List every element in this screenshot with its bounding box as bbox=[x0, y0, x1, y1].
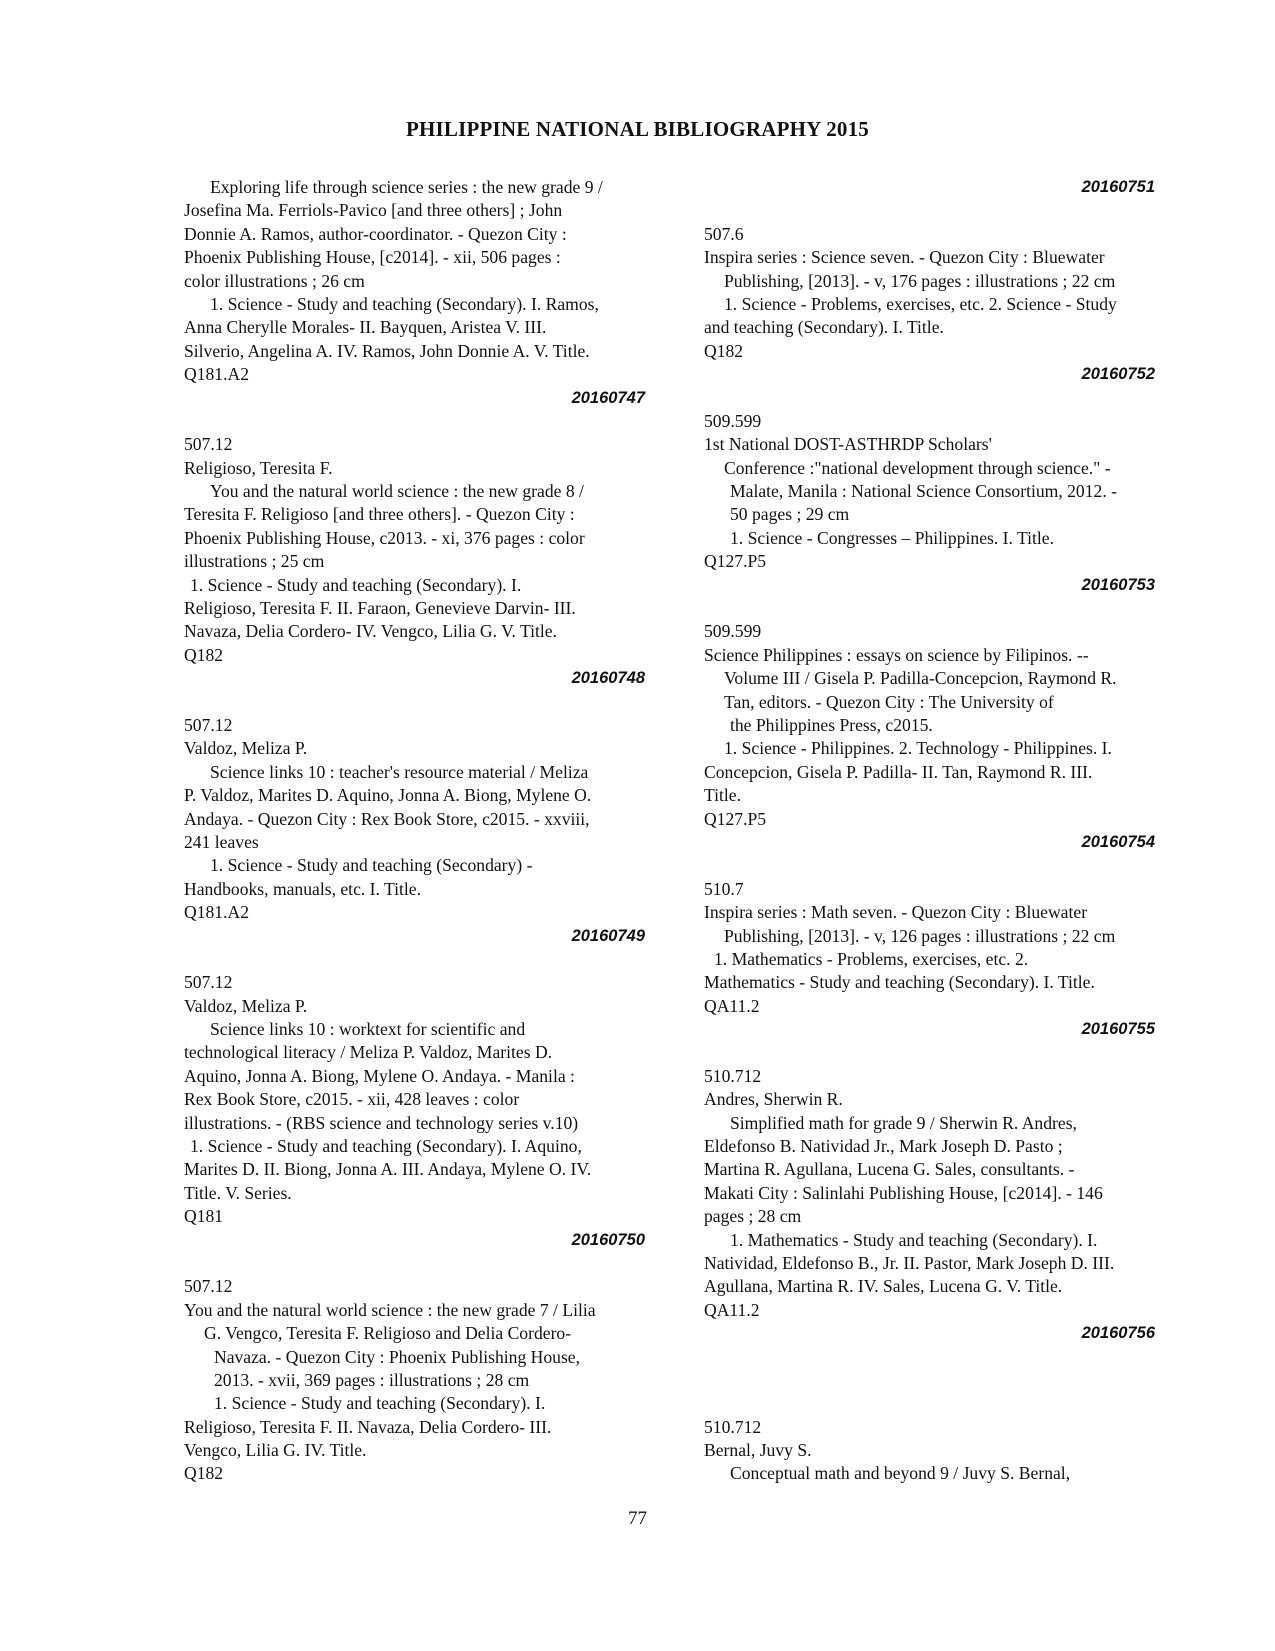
entry-text: Rex Book Store, c2015. - xii, 428 leaves : color bbox=[184, 1089, 520, 1110]
call-number: QA11.2 bbox=[704, 995, 760, 1016]
ddc-number: 509.599 bbox=[704, 621, 762, 642]
subject-text: 1. Science - Study and teaching (Secondary). I. Aquino, bbox=[190, 1136, 582, 1157]
bib-entry bbox=[184, 714, 676, 948]
entry-text: Malate, Manila : National Science Consortium, 2012. - bbox=[730, 481, 1117, 502]
subject-text: 1. Science - Study and teaching (Secondary). I. bbox=[214, 1393, 546, 1414]
subject-text: 1. Science - Problems, exercises, etc. 2. Science - Study bbox=[724, 293, 1117, 314]
subject-text: Religioso, Teresita F. II. Navaza, Delia Cordero- III. bbox=[184, 1416, 552, 1437]
entry-text: Eldefonso B. Natividad Jr., Mark Joseph D. Pasto ; bbox=[704, 1136, 1063, 1157]
entry-text: You and the natural world science : the new grade 7 / Lilia bbox=[184, 1299, 596, 1320]
entry-text: Conceptual math and beyond 9 / Juvy S. Bernal, bbox=[730, 1463, 1071, 1484]
entry-text: You and the natural world science : the new grade 8 / bbox=[210, 481, 584, 502]
entry-text: Phoenix Publishing House, c2013. - xi, 376 pages : color bbox=[184, 527, 585, 548]
subject-text: 1. Mathematics - Study and teaching (Secondary). I. bbox=[730, 1229, 1098, 1250]
record-number: 20160756 bbox=[1081, 1324, 1155, 1343]
subject-text: 1. Science - Study and teaching (Secondary). I. Ramos, bbox=[210, 293, 599, 314]
subject-text: Title. V. Series. bbox=[184, 1182, 292, 1203]
entry-text: Science Philippines : essays on science by Filipinos. -- bbox=[704, 644, 1089, 665]
page-number: 77 bbox=[628, 1508, 647, 1529]
subject-text: Silverio, Angelina A. IV. Ramos, John Donnie A. V. Title. bbox=[184, 340, 590, 361]
entry-text: Science links 10 : worktext for scientific and bbox=[210, 1019, 526, 1040]
subject-text: Title. bbox=[704, 785, 741, 806]
bib-entry bbox=[704, 223, 1184, 387]
entry-text: illustrations. - (RBS science and technology series v.10) bbox=[184, 1112, 579, 1133]
subject-text: Religioso, Teresita F. II. Faraon, Genevieve Darvin- III. bbox=[184, 598, 576, 619]
record-number: 20160754 bbox=[1081, 832, 1155, 851]
bib-entry bbox=[704, 620, 1184, 854]
entry-text: illustrations ; 25 cm bbox=[184, 551, 325, 572]
bib-entry bbox=[184, 176, 676, 410]
call-number: Q127.P5 bbox=[704, 551, 767, 572]
page-title: PHILIPPINE NATIONAL BIBLIOGRAPHY 2015 bbox=[405, 117, 870, 141]
subject-text: 1. Mathematics - Problems, exercises, etc. 2. bbox=[714, 948, 1029, 969]
record-number: 20160750 bbox=[571, 1230, 645, 1249]
bib-entry bbox=[704, 1065, 1184, 1346]
entry-text: Donnie A. Ramos, author-coordinator. - Quezon City : bbox=[184, 223, 567, 244]
entry-text: 2013. - xvii, 369 pages : illustrations ; 28 cm bbox=[214, 1369, 530, 1390]
subject-text: Natividad, Eldefonso B., Jr. II. Pastor, Mark Joseph D. III. bbox=[704, 1252, 1115, 1273]
entry-text: Inspira series : Science seven. - Quezon City : Bluewater bbox=[704, 247, 1105, 268]
record-number: 20160752 bbox=[1081, 365, 1155, 384]
subject-text: 1. Science - Congresses – Philippines. I. Title. bbox=[730, 527, 1055, 548]
entry-author: Bernal, Juvy S. bbox=[704, 1439, 812, 1460]
entry-text: pages ; 28 cm bbox=[704, 1206, 802, 1227]
entry-text: Martina R. Agullana, Lucena G. Sales, consultants. - bbox=[704, 1159, 1075, 1180]
subject-text: Concepcion, Gisela P. Padilla- II. Tan, Raymond R. III. bbox=[704, 761, 1093, 782]
entry-author: Religioso, Teresita F. bbox=[184, 457, 333, 478]
bib-entry bbox=[184, 433, 676, 690]
subject-text: Handbooks, manuals, etc. I. Title. bbox=[184, 878, 422, 899]
left-column bbox=[184, 176, 676, 1486]
entry-text: Simplified math for grade 9 / Sherwin R. Andres, bbox=[730, 1112, 1077, 1133]
call-number: Q127.P5 bbox=[704, 808, 767, 829]
entry-text: the Philippines Press, c2015. bbox=[730, 714, 933, 735]
entry-author: Andres, Sherwin R. bbox=[704, 1089, 843, 1110]
subject-text: Agullana, Martina R. IV. Sales, Lucena G. V. Title. bbox=[704, 1276, 1063, 1297]
subject-text: 1. Science - Study and teaching (Secondary) - bbox=[210, 855, 533, 876]
record-number: 20160748 bbox=[571, 669, 645, 688]
record-number: 20160755 bbox=[1081, 1020, 1155, 1039]
entry-text: Andaya. - Quezon City : Rex Book Store, c2015. - xxviii, bbox=[184, 808, 590, 829]
entry-text: technological literacy / Meliza P. Valdoz, Marites D. bbox=[184, 1042, 553, 1063]
ddc-number: 507.12 bbox=[184, 972, 233, 993]
entry-author: Valdoz, Meliza P. bbox=[184, 738, 308, 759]
record-number: 20160747 bbox=[571, 388, 645, 407]
ddc-number: 510.712 bbox=[704, 1065, 762, 1086]
entry-text: Conference :"national development through science." - bbox=[724, 457, 1111, 478]
entry-text: 1st National DOST-ASTHRDP Scholars' bbox=[704, 434, 992, 455]
entry-text: P. Valdoz, Marites D. Aquino, Jonna A. Biong, Mylene O. bbox=[184, 785, 592, 806]
call-number: Q181.A2 bbox=[184, 902, 249, 923]
call-number: Q182 bbox=[704, 340, 744, 361]
entry-author: Valdoz, Meliza P. bbox=[184, 995, 308, 1016]
subject-text: Anna Cherylle Morales- II. Bayquen, Aristea V. III. bbox=[184, 317, 547, 338]
record-number: 20160751 bbox=[1081, 178, 1155, 196]
record-number: 20160753 bbox=[1081, 575, 1155, 594]
subject-text: Vengco, Lilia G. IV. Title. bbox=[184, 1440, 367, 1461]
entry-text: Volume III / Gisela P. Padilla-Concepcion, Raymond R. bbox=[724, 668, 1117, 689]
right-column bbox=[704, 176, 1184, 1486]
ddc-number: 509.599 bbox=[704, 410, 762, 431]
entry-text: Exploring life through science series : the new grade 9 / bbox=[210, 177, 603, 197]
ddc-number: 507.6 bbox=[704, 223, 744, 244]
ddc-number: 507.12 bbox=[184, 1276, 233, 1297]
entry-text: Science links 10 : teacher's resource material / Meliza bbox=[210, 761, 589, 782]
subject-text: Marites D. II. Biong, Jonna A. III. Andaya, Mylene O. IV. bbox=[184, 1159, 592, 1180]
call-number: Q181.A2 bbox=[184, 364, 249, 385]
entry-text: G. Vengco, Teresita F. Religioso and Delia Cordero- bbox=[204, 1323, 572, 1344]
entry-text: Publishing, [2013]. - v, 126 pages : illustrations ; 22 cm bbox=[724, 925, 1116, 946]
call-number: Q182 bbox=[184, 644, 224, 665]
entry-text: Makati City : Salinlahi Publishing House, [c2014]. - 146 bbox=[704, 1182, 1103, 1203]
entry-text: Tan, editors. - Quezon City : The University of bbox=[724, 691, 1054, 712]
bib-entry bbox=[704, 878, 1184, 1042]
entry-text: Publishing, [2013]. - v, 176 pages : illustrations ; 22 cm bbox=[724, 270, 1116, 291]
ddc-number: 510.712 bbox=[704, 1416, 762, 1437]
entry-text: Josefina Ma. Ferriols-Pavico [and three others] ; John bbox=[184, 200, 563, 221]
subject-text: 1. Science - Philippines. 2. Technology - Philippines. I. bbox=[724, 738, 1112, 759]
ddc-number: 510.7 bbox=[704, 878, 744, 899]
ddc-number: 507.12 bbox=[184, 714, 233, 735]
subject-text: Mathematics - Study and teaching (Secondary). I. Title. bbox=[704, 972, 1095, 993]
bib-entry bbox=[184, 971, 676, 1252]
call-number: Q181 bbox=[184, 1206, 224, 1227]
entry-text: Teresita F. Religioso [and three others]. - Quezon City : bbox=[184, 504, 575, 525]
subject-text: Navaza, Delia Cordero- IV. Vengco, Lilia G. V. Title. bbox=[184, 621, 557, 642]
entry-text: Navaza. - Quezon City : Phoenix Publishing House, bbox=[214, 1346, 580, 1367]
entry-text: color illustrations ; 26 cm bbox=[184, 270, 365, 291]
record-number: 20160749 bbox=[571, 926, 645, 945]
entry-text: 241 leaves bbox=[184, 831, 259, 852]
entry-text: Inspira series : Math seven. - Quezon City : Bluewater bbox=[704, 902, 1088, 923]
entry-text: Aquino, Jonna A. Biong, Mylene O. Andaya. - Manila : bbox=[184, 1065, 575, 1086]
call-number: QA11.2 bbox=[704, 1299, 760, 1320]
entry-text: Phoenix Publishing House, [c2014]. - xii, 506 pages : bbox=[184, 247, 561, 268]
bib-entry bbox=[704, 1416, 1184, 1486]
bib-entry bbox=[704, 410, 1184, 597]
subject-text: and teaching (Secondary). I. Title. bbox=[704, 317, 944, 338]
call-number: Q182 bbox=[184, 1463, 224, 1484]
bib-entry bbox=[184, 1275, 676, 1486]
entry-text: 50 pages ; 29 cm bbox=[730, 504, 850, 525]
ddc-number: 507.12 bbox=[184, 434, 233, 455]
subject-text: 1. Science - Study and teaching (Secondary). I. bbox=[190, 574, 522, 595]
